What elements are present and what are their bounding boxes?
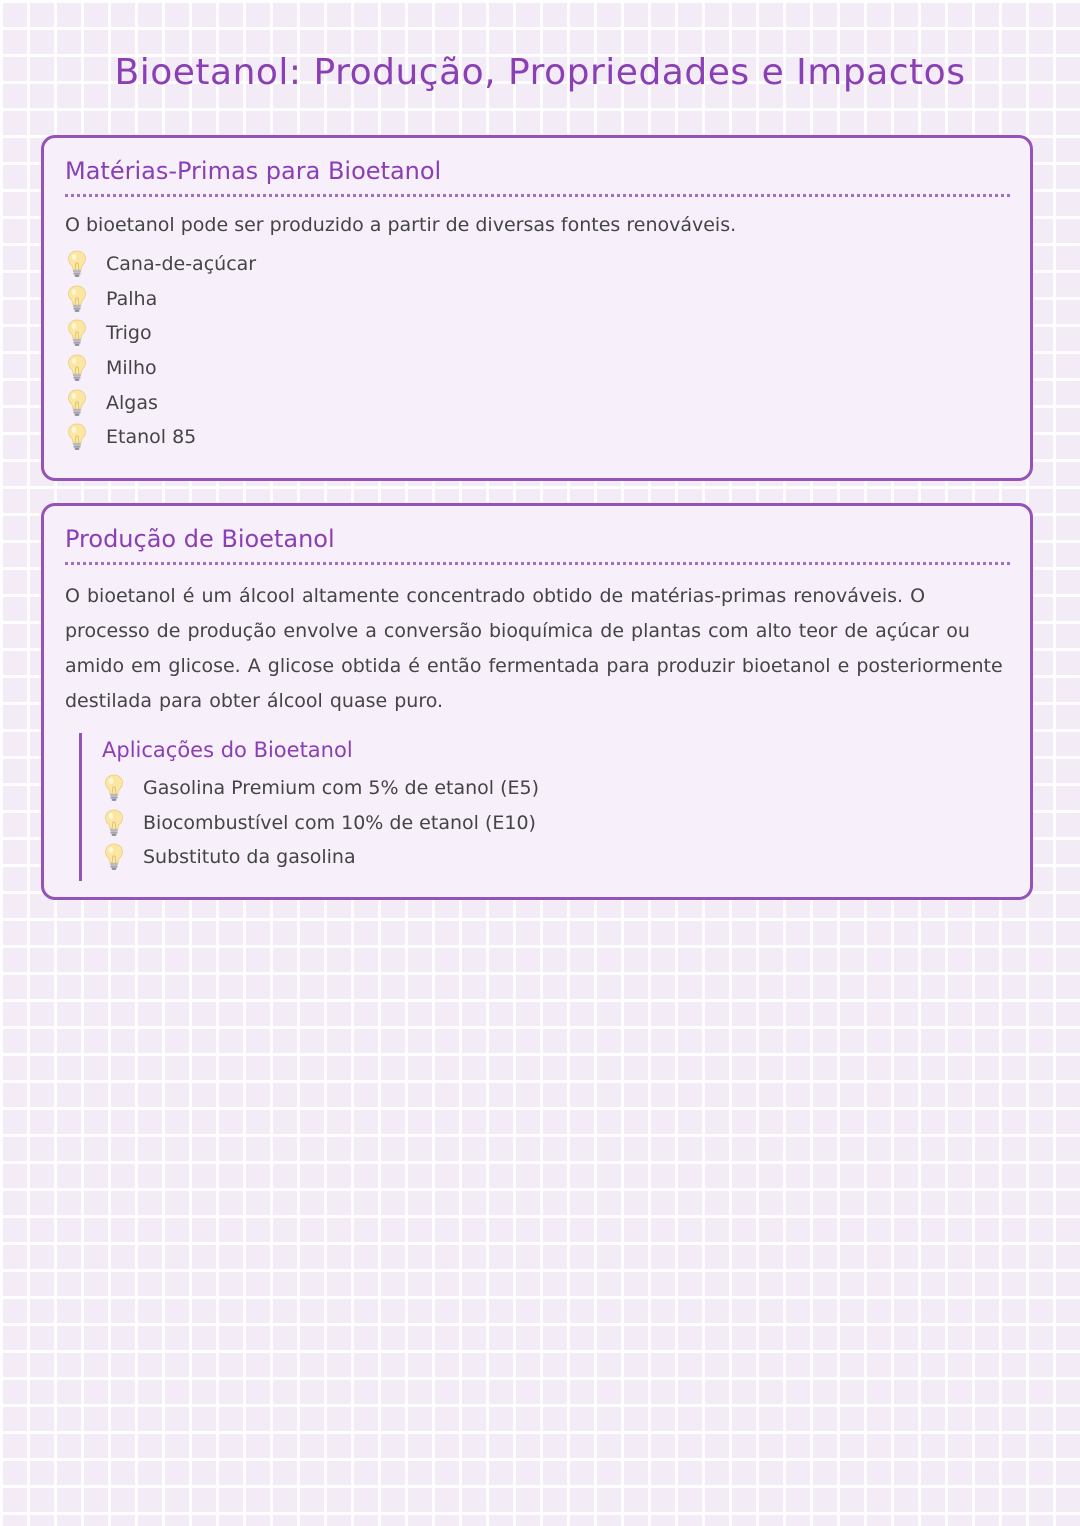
- list-item-label: Biocombustível com 10% de etanol (E10): [143, 811, 536, 834]
- light-bulb-icon: [66, 388, 88, 418]
- list-item: [65, 385, 1010, 420]
- list-item: [65, 282, 1010, 317]
- materias-primas-card: [41, 135, 1033, 481]
- light-bulb-icon: [103, 773, 125, 803]
- section-intro: O bioetanol pode ser produzido a partir de diversas fontes renováveis.: [65, 214, 737, 236]
- list-item: [65, 420, 1010, 455]
- applications-block: [79, 733, 1010, 881]
- section-heading: Matérias-Primas para Bioetanol: [65, 156, 1010, 197]
- list-item-label: Trigo: [106, 322, 152, 345]
- page-title: Bioetanol: Produção, Propriedades e Impactos: [114, 52, 966, 93]
- list-item: [102, 840, 1010, 875]
- section-paragraph: O bioetanol é um álcool altamente concentrado obtido de matérias-primas renováveis. O processo de produção envolve a conversão bioquímica de plantas com alto teor de açúcar ou amido em glicose. A glicose obtida é então fermentada para produzir bioetanol e posteriormente destilada para obter álcool quase puro.: [65, 585, 1003, 712]
- list-item-label: Etanol 85: [106, 426, 197, 449]
- list-item-label: Palha: [106, 287, 158, 310]
- light-bulb-icon: [103, 842, 125, 872]
- list-item-label: Gasolina Premium com 5% de etanol (E5): [143, 777, 540, 800]
- subsection-heading: Aplicações do Bioetanol: [102, 738, 353, 762]
- list-item: [102, 771, 1010, 806]
- section-heading: Produção de Bioetanol: [65, 524, 1010, 565]
- list-item: [65, 247, 1010, 282]
- list-item-label: Milho: [106, 357, 157, 380]
- light-bulb-icon: [66, 318, 88, 348]
- producao-card: [41, 503, 1033, 900]
- list-item-label: Substituto da gasolina: [143, 846, 356, 869]
- list-item-label: Cana-de-açúcar: [106, 253, 257, 276]
- list-item-label: Algas: [106, 391, 158, 414]
- light-bulb-icon: [66, 249, 88, 279]
- light-bulb-icon: [66, 284, 88, 314]
- list-item: [65, 351, 1010, 386]
- light-bulb-icon: [66, 353, 88, 383]
- light-bulb-icon: [103, 808, 125, 838]
- raw-materials-list: [65, 247, 1010, 455]
- applications-list: [102, 771, 1010, 875]
- list-item: [65, 316, 1010, 351]
- list-item: [102, 806, 1010, 841]
- light-bulb-icon: [66, 422, 88, 452]
